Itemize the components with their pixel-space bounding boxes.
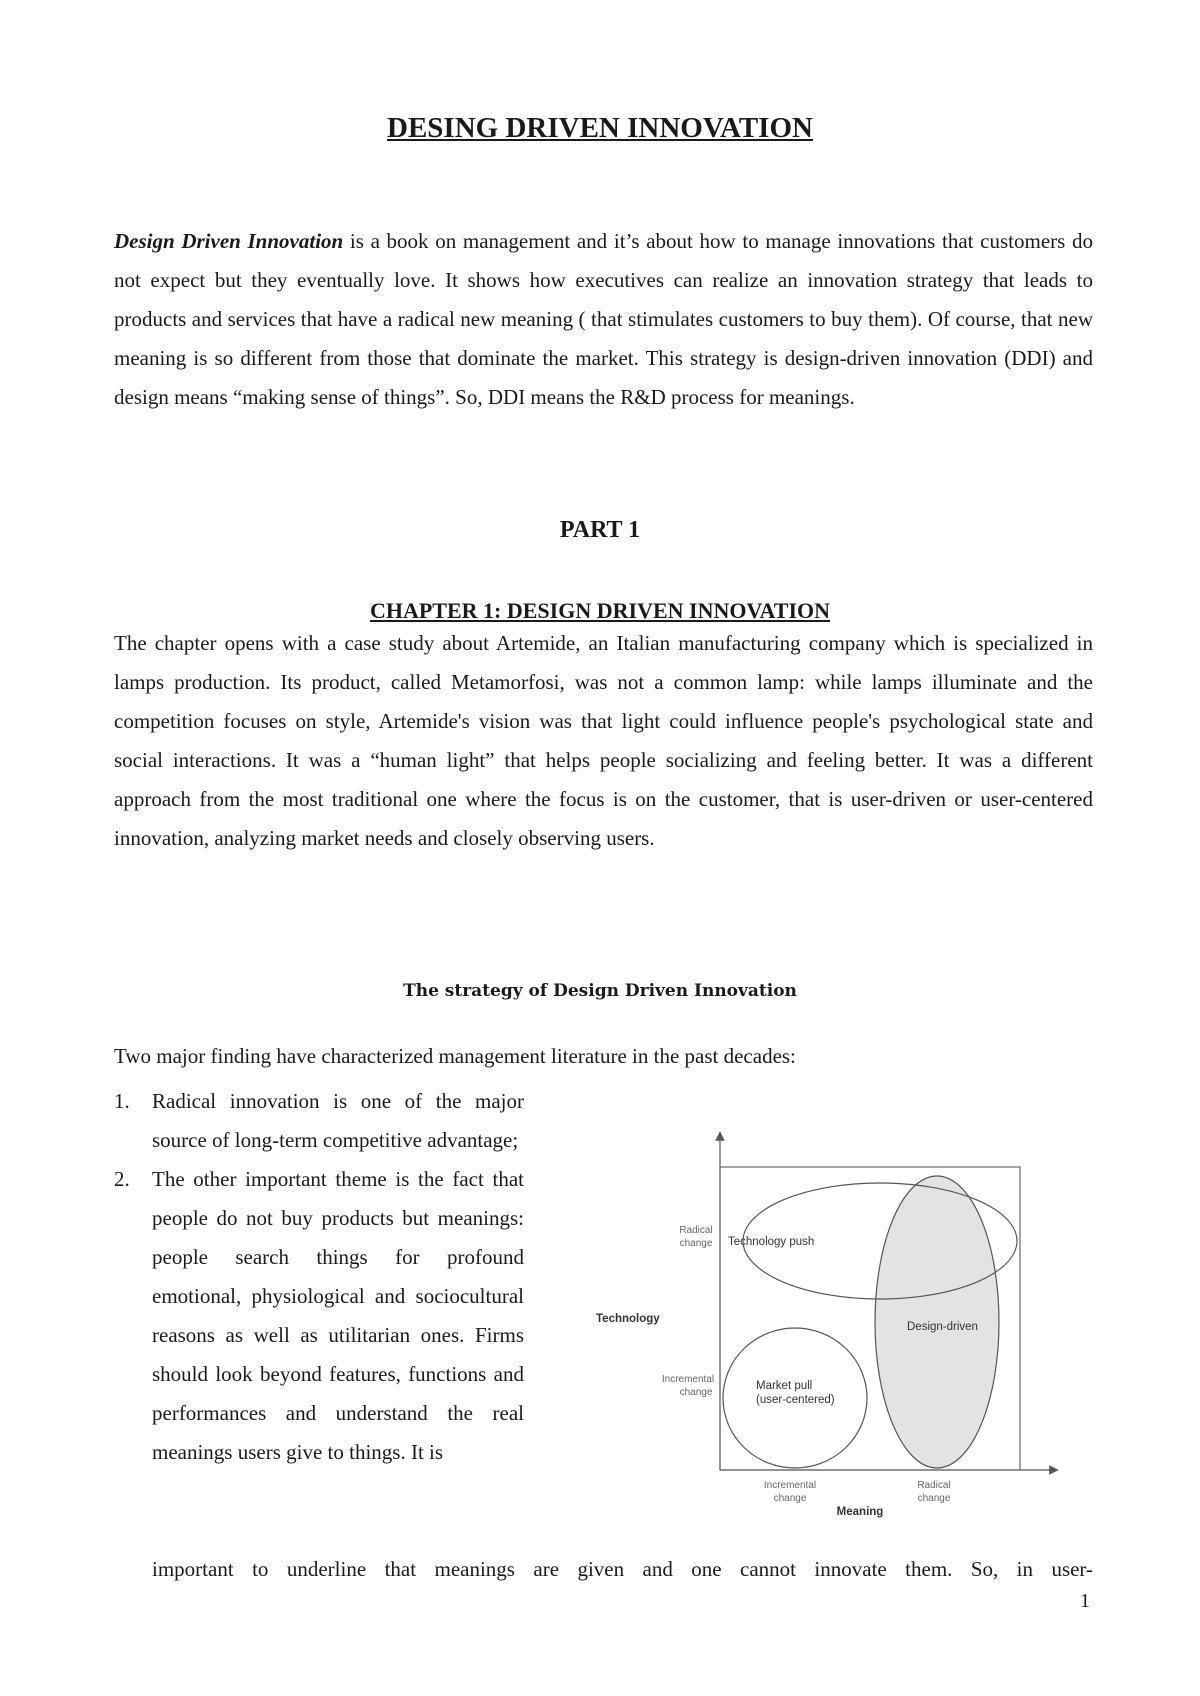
x-tick-left-line1: Incremental xyxy=(763,1480,817,1491)
part-heading: PART 1 xyxy=(559,517,641,543)
chapter-paragraph: The chapter opens with a case study about Artemide, an Italian manufacturing company which is specialized in lamps production. Its product, called Metamorfosi, was not a common lamp: while lamps illuminate and the competition focuses on style, Artemide's vision was that light could influence people's psychological state and social interactions. It was a “human light” that helps people socializing and feeling better. It was a different approach from the most traditional one where the focus is on the customer, that is user-driven or user-centered innovation, analyzing market needs and closely observing users. xyxy=(114,631,1093,850)
list-item xyxy=(114,1160,524,1472)
list-item-number: 2. xyxy=(114,1167,130,1191)
y-tick-top-line2: change xyxy=(679,1238,713,1249)
list-intro: Two major finding have characterized management literature in the past decades: xyxy=(114,1044,796,1068)
market-pull-sublabel: (user-centered) xyxy=(756,1394,835,1406)
list-item xyxy=(114,1082,524,1160)
x-tick-right-line2: change xyxy=(917,1493,951,1504)
x-axis-label: Meaning xyxy=(836,1506,884,1518)
x-tick-right-line1: Radical xyxy=(917,1480,951,1491)
findings-list xyxy=(114,1082,524,1472)
design-driven-label: Design-driven xyxy=(907,1321,978,1333)
section-subheading: The strategy of Design Driven Innovation xyxy=(403,981,797,1001)
page-number: 1 xyxy=(1080,1590,1090,1612)
intro-text: is a book on management and it’s about how to manage innovations that customers do not expect but they eventually love. It shows how executives can realize an innovation strategy that leads to products and services that have a radical new meaning ( that stimulates customers to buy them). Of course, that new meaning is so different from those that dominate the market. This strategy is design-driven innovation (DDI) and design means “making sense of things”. So, DDI means the R&D process for meanings. xyxy=(114,229,1093,409)
list-item-text: Radical innovation is one of the major source of long-term competitive advantage; xyxy=(152,1089,524,1152)
technology-push-label: Technology push xyxy=(728,1236,815,1248)
list-item-number: 1. xyxy=(114,1089,130,1113)
document-title: DESING DRIVEN INNOVATION xyxy=(387,112,813,144)
y-tick-top-line1: Radical xyxy=(679,1225,713,1236)
y-tick-bottom-line1: Incremental xyxy=(661,1374,715,1385)
list-item-text: The other important theme is the fact that people do not buy products but meanings: people search things for profound emotional, physiological and sociocultural reasons as well as utilitarian ones. Firms should look beyond features, functions and performances and understand the real meanings users give to things. It is xyxy=(152,1167,524,1464)
x-tick-left-line2: change xyxy=(773,1493,807,1504)
chapter-heading: CHAPTER 1: DESIGN DRIVEN INNOVATION xyxy=(369,598,831,623)
intro-paragraph xyxy=(114,222,1093,417)
book-title: Design Driven Innovation xyxy=(114,229,344,253)
continuation-text: important to underline that meanings are given and one cannot innovate them. So, in user- xyxy=(152,1557,1093,1581)
market-pull-label: Market pull xyxy=(756,1380,813,1392)
ddi-diagram xyxy=(570,1120,1060,1520)
y-tick-bottom-line2: change xyxy=(679,1387,713,1398)
y-axis-label: Technology xyxy=(596,1313,660,1325)
